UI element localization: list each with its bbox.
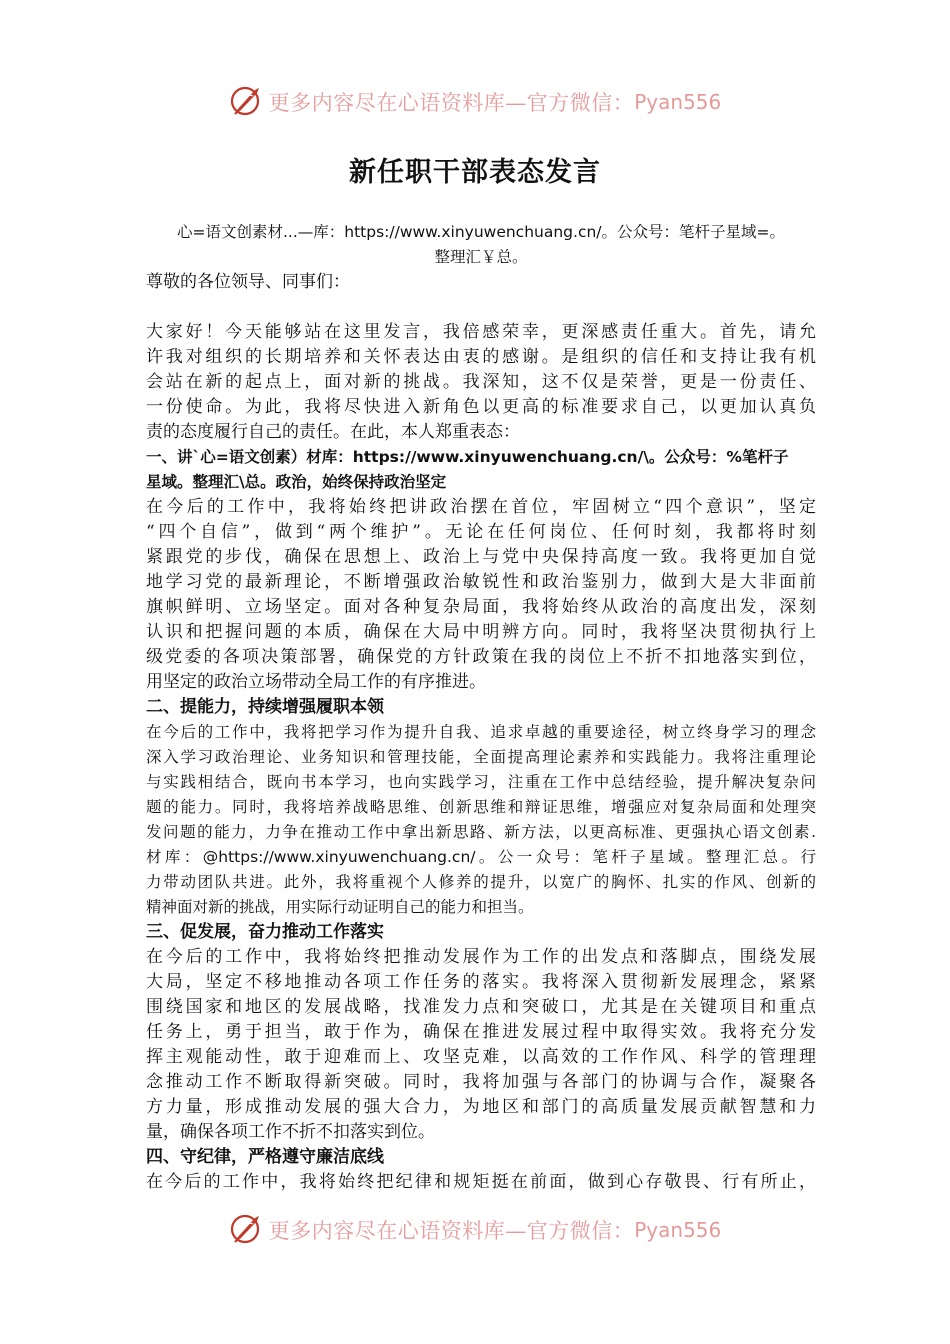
intro-line: 一份使命。为此，我将尽快进入新角色以更高的标准要求自己，以更加认真负 bbox=[146, 397, 816, 417]
greeting: 尊敬的各位领导、同事们： bbox=[146, 272, 350, 292]
body-line: 旗帜鲜明、立场坚定。面对各种复杂局面，我将始终从政治的高度出发，深刻 bbox=[146, 597, 816, 617]
body-line: 在今后的工作中，我将始终把讲政治摆在首位，牢固树立“四个意识”，坚定 bbox=[146, 497, 816, 517]
source-notice-line: 整理汇￥总。 bbox=[434, 248, 528, 266]
body-line: 挥主观能动性，敢于迎难而上、攻坚克难，以高效的工作作风、科学的管理理 bbox=[146, 1047, 816, 1067]
body-line: 围绕国家和地区的发展战略，找准发力点和突破口，尤其是在关键项目和重点 bbox=[146, 997, 816, 1017]
section-heading: 四、守纪律，严格遵守廉洁底线 bbox=[146, 1147, 384, 1167]
body-line: “四个自信”，做到“两个维护”。无论在任何岗位、任何时刻，我都将时刻 bbox=[146, 522, 816, 542]
body-line: 用坚定的政治立场带动全局工作的有序推进。 bbox=[146, 672, 486, 692]
intro-line: 许我对组织的长期培养和关怀表达由衷的感谢。是组织的信任和支持让我有机 bbox=[146, 347, 816, 367]
banner-text: 更多内容尽在心语资料库—官方微信： bbox=[268, 91, 635, 115]
quill-logo-icon bbox=[229, 1212, 265, 1248]
header-banner bbox=[0, 80, 950, 124]
body-line: 与实践相结合，既向书本学习，也向实践学习，注重在工作中总结经验，提升解决复杂问 bbox=[146, 773, 816, 791]
source-notice-line: 心=语文创素材...—库：https://www.xinyuwenchuang.cn/。公众号：笔杆子星域=。 bbox=[176, 223, 785, 241]
body-line: 紧跟党的步伐，确保在思想上、政治上与党中央保持高度一致。我将更加自觉 bbox=[146, 547, 816, 567]
section-heading: 三、促发展，奋力推动工作落实 bbox=[146, 922, 384, 942]
body-line: 认识和把握问题的本质，确保在大局中明辨方向。同时，我将坚决贯彻执行上 bbox=[146, 622, 816, 642]
section-heading: 一、讲`心=语文创素）材库：https://www.xinyuwenchuang.cn/\。公众号：%笔杆子 bbox=[146, 448, 789, 466]
body-line: 念推动工作不断取得新突破。同时，我将加强与各部门的协调与合作，凝聚各 bbox=[146, 1072, 816, 1092]
body-line: 在今后的工作中，我将把学习作为提升自我、追求卓越的重要途径，树立终身学习的理念 bbox=[146, 723, 816, 741]
body-line: 题的能力。同时，我将培养战略思维、创新思维和辩证思维，增强应对复杂局面和处理突 bbox=[146, 798, 816, 816]
intro-line: 会站在新的起点上，面对新的挑战。我深知，这不仅是荣誉，更是一份责任、 bbox=[146, 372, 816, 392]
document-title: 新任职干部表态发言 bbox=[349, 157, 601, 188]
quill-logo-icon bbox=[229, 84, 265, 120]
body-line: 材库：@https://www.xinyuwenchuang.cn/。公一众号：笔杆子星域。整理汇总。行 bbox=[146, 848, 816, 866]
body-line: 方力量，形成推动发展的强大合力，为地区和部门的高质量发展贡献智慧和力 bbox=[146, 1097, 816, 1117]
document-body bbox=[146, 220, 816, 1195]
body-line: 发问题的能力，力争在推动工作中拿出新思路、新方法，以更高标准、更强执心语文创素. bbox=[146, 823, 816, 841]
body-line: 任务上，勇于担当，敢于作为，确保在推进发展过程中取得实效。我将充分发 bbox=[146, 1022, 816, 1042]
banner-text: 更多内容尽在心语资料库—官方微信： bbox=[268, 1219, 635, 1243]
body-line: 在今后的工作中，我将始终把纪律和规矩挺在前面，做到心存敬畏、行有所止， bbox=[146, 1172, 816, 1192]
body-line: 量，确保各项工作不折不扣落实到位。 bbox=[146, 1122, 435, 1142]
body-line: 级党委的各项决策部署，确保党的方针政策在我的岗位上不折不扣地落实到位， bbox=[146, 647, 816, 667]
spacer bbox=[146, 295, 816, 320]
section-heading: 二、提能力，持续增强履职本领 bbox=[146, 697, 384, 717]
body-line: 大局，坚定不移地推动各项工作任务的落实。我将深入贯彻新发展理念，紧紧 bbox=[146, 972, 816, 992]
banner-wechat-id: Pyan556 bbox=[634, 90, 722, 114]
intro-line: 大家好！今天能够站在这里发言，我倍感荣幸，更深感责任重大。首先，请允 bbox=[146, 322, 816, 342]
body-line: 精神面对新的挑战，用实际行动证明自己的能力和担当。 bbox=[146, 898, 534, 916]
body-line: 地学习党的最新理论，不断增强政治敏锐性和政治鉴别力，做到大是大非面前 bbox=[146, 572, 816, 592]
intro-line: 责的态度履行自己的责任。在此，本人郑重表态： bbox=[146, 422, 520, 442]
body-line: 深入学习政治理论、业务知识和管理技能，全面提高理论素养和实践能力。我将注重理论 bbox=[146, 748, 816, 766]
body-line: 力带动团队共进。此外，我将重视个人修养的提升，以宽广的胸怀、扎实的作风、创新的 bbox=[146, 873, 816, 891]
banner-wechat-id: Pyan556 bbox=[634, 1218, 722, 1242]
body-line: 在今后的工作中，我将始终把推动发展作为工作的出发点和落脚点，围绕发展 bbox=[146, 947, 816, 967]
section-heading: 星域。整理汇\总。政治，始终保持政治坚定 bbox=[146, 473, 447, 491]
footer-banner bbox=[0, 1208, 950, 1252]
